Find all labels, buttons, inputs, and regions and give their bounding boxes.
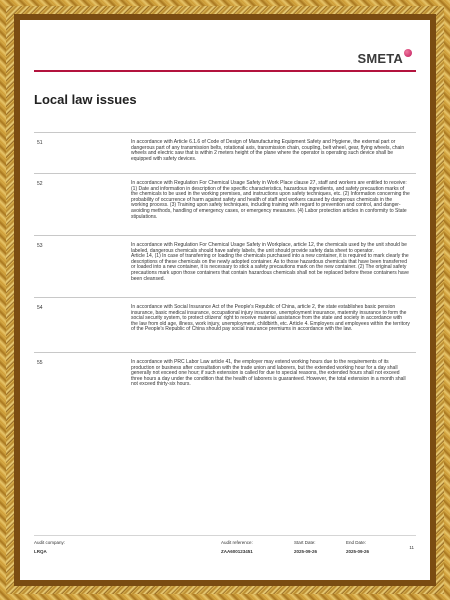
smeta-wordmark: SMETA xyxy=(357,51,403,66)
row-text: In accordance with Social Insurance Act of the People's Republic of China, article 2, the state establishes basic pension insurance, basic medical insurance, occupational injury insurance, unemployment insurance, maternity insurance to form the social security system, to protect citizens' right to receive material assistance from the state and society in accordance with the law from old age, illness, work injury, unemployment, childbirth, etc. Article 4. Employers and employees within the territory of the People's Republic of China should pay social insurance premiums in accordance with the law. xyxy=(131,304,410,333)
row-text: In accordance with PRC Labor Law article 41, the employer may extend working hours due to the requirements of its production or business after consultation with the trade union and laborers, but the extended working hour for a day shall generally not exceed one hour; if such extension is called for due to special reasons, the extended hours shall not exceed three hours a day under the condition that the health of laborers is guaranteed. However, the total extension in a month shall not exceed thirty-six hours. xyxy=(131,359,406,388)
smeta-logo-dot-icon xyxy=(404,49,412,57)
row-id: 54 xyxy=(37,305,43,311)
row-text: In accordance with Article 6.1.6 of Code of Design of Manufacturing Equipment Safety and Hygiene, the external part or dangerous part of any transmission belts, rotational axis, transmission chain, coupling, belt wheel, gear, flying wheels, chain wheels and electric saw that is within 2 meters height of the plane where the operator is operating such device shall be equipped with safety devices. xyxy=(131,139,405,162)
document-page xyxy=(20,20,430,580)
row-id: 55 xyxy=(37,360,43,366)
row-text: In accordance with Regulation For Chemical Usage Safety in Work Place clause 27, staff and workers are entitled to receive: (1) Date and information in description of the specific characteristics, hazardous ingredients, and safety precaution marks of the chemicals to be used in the working premises, and instructions upon safety techniques, etc. (2) Information concerning the probability of occurrence of harm against safety and health of staff and workers caused by dangerous chemicals in the working process. (3) Training upon safety techniques, including training with regard to prevention and control, and danger-avoiding methods, handling of emergency cases, or emergency measures. (4) Labor protection articles in conformity to State stipulations. xyxy=(131,180,410,220)
start-date-value: 2025-09-26 xyxy=(294,549,318,554)
page-footer xyxy=(34,535,416,565)
audit-reference-value: ZAA600123451 xyxy=(221,549,253,554)
header-rule xyxy=(34,70,416,72)
table-row xyxy=(34,352,416,402)
table-row xyxy=(34,297,416,352)
row-id: 52 xyxy=(37,181,43,187)
audit-company-value: LRQA xyxy=(34,549,47,554)
row-text: In accordance with Regulation For Chemical Usage Safety in Workplace, article 12, the chemicals used by the unit should be labeled, dangerous chemicals should have safety labels, the unit should provide safety data sheet to operator. Article 14, (1) In case of transferring or loading the chemicals purchased into a new container, it is required to mark clearly the descriptions of these chemicals on the newly adopted container. As to those hazardous chemicals that have been transferred or loaded into a new container, it is necessary to stick a safety precautions mark on the new container. (2) The original safety precautions mark upon those containers that contain hazardous chemicals shall not be replaced before these containers have been cleansed. xyxy=(131,242,409,282)
table-row xyxy=(34,132,416,173)
row-id: 51 xyxy=(37,140,43,146)
audit-company-label: Audit company: xyxy=(34,540,66,545)
end-date-label: End Date: xyxy=(346,540,367,545)
audit-company xyxy=(34,540,65,554)
page-title: Local law issues xyxy=(34,92,137,107)
end-date-value: 2025-09-26 xyxy=(346,549,370,554)
table-row xyxy=(34,173,416,235)
audit-reference-label: Audit reference: xyxy=(221,540,253,545)
table-row xyxy=(34,235,416,297)
start-date-label: Start Date: xyxy=(294,540,316,545)
page-number: 11 xyxy=(409,545,414,550)
start-date xyxy=(294,540,317,554)
end-date xyxy=(346,540,369,554)
audit-reference xyxy=(221,540,253,554)
law-issues-table xyxy=(34,132,416,402)
row-id: 53 xyxy=(37,243,43,249)
